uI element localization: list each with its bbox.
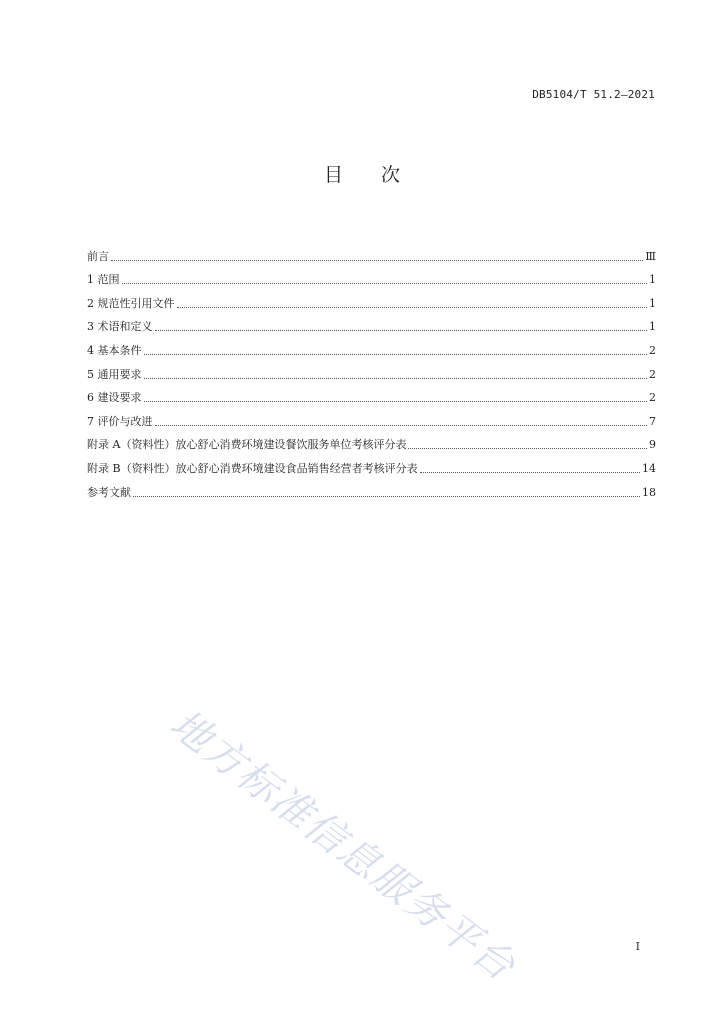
toc-dot-leader	[122, 283, 648, 284]
toc-dot-leader	[144, 401, 648, 402]
toc-entry-page: 2	[649, 391, 656, 405]
toc-dot-leader	[155, 330, 648, 331]
toc-entry-appendix-a[interactable]	[87, 429, 656, 453]
toc-entry-label: 1 范围	[87, 273, 120, 287]
toc-entry-basic-conditions[interactable]	[87, 334, 656, 358]
toc-dot-leader	[420, 472, 640, 473]
toc-entry-page: 9	[649, 438, 656, 452]
toc-entry-label: 6 建设要求	[87, 391, 142, 405]
toc-entry-page: 1	[649, 296, 656, 310]
toc-entry-label: 2 规范性引用文件	[87, 296, 175, 310]
toc-entry-label: 7 评价与改进	[87, 414, 153, 428]
watermark: 地方标准信息服务平台	[161, 700, 525, 991]
toc-entry-terms-definitions[interactable]	[87, 311, 656, 335]
toc-entry-page: 14	[642, 461, 656, 475]
toc-dot-leader	[133, 496, 640, 497]
toc-entry-bibliography[interactable]	[87, 476, 656, 500]
toc-entry-normative-references[interactable]	[87, 287, 656, 311]
toc-entry-evaluation-improvement[interactable]	[87, 405, 656, 429]
toc-entry-scope[interactable]	[87, 264, 656, 288]
toc-entry-construction-requirements[interactable]	[87, 382, 656, 406]
document-code: DB5104/T 51.2—2021	[532, 88, 655, 101]
toc-entry-label: 4 基本条件	[87, 343, 142, 357]
toc-entry-label: 附录 B（资料性）放心舒心消费环境建设食品销售经营者考核评分表	[87, 461, 418, 475]
page-number: I	[635, 940, 640, 953]
toc-entry-label: 参考文献	[87, 485, 131, 499]
toc-entry-label: 3 术语和定义	[87, 320, 153, 334]
toc-entry-general-requirements[interactable]	[87, 358, 656, 382]
toc-entry-foreword[interactable]	[87, 240, 656, 264]
toc-entry-page: 2	[649, 343, 656, 357]
toc-dot-leader	[111, 260, 643, 261]
toc-entry-page: 7	[649, 414, 656, 428]
table-of-contents	[87, 240, 656, 500]
toc-entry-label: 附录 A（资料性）放心舒心消费环境建设餐饮服务单位考核评分表	[87, 438, 407, 452]
page-title	[0, 160, 724, 187]
toc-entry-page: 1	[649, 320, 656, 334]
toc-dot-leader	[144, 354, 648, 355]
toc-dot-leader	[155, 425, 648, 426]
title-char-2: 次	[381, 164, 401, 186]
toc-dot-leader	[144, 378, 648, 379]
toc-entry-appendix-b[interactable]	[87, 452, 656, 476]
toc-entry-page: Ⅲ	[645, 249, 656, 263]
toc-entry-page: 1	[649, 273, 656, 287]
toc-entry-label: 5 通用要求	[87, 367, 142, 381]
toc-dot-leader	[177, 307, 648, 308]
toc-dot-leader	[408, 448, 647, 449]
toc-entry-page: 18	[642, 485, 656, 499]
toc-entry-label: 前言	[87, 249, 109, 263]
toc-entry-page: 2	[649, 367, 656, 381]
title-char-1: 目	[323, 164, 343, 186]
